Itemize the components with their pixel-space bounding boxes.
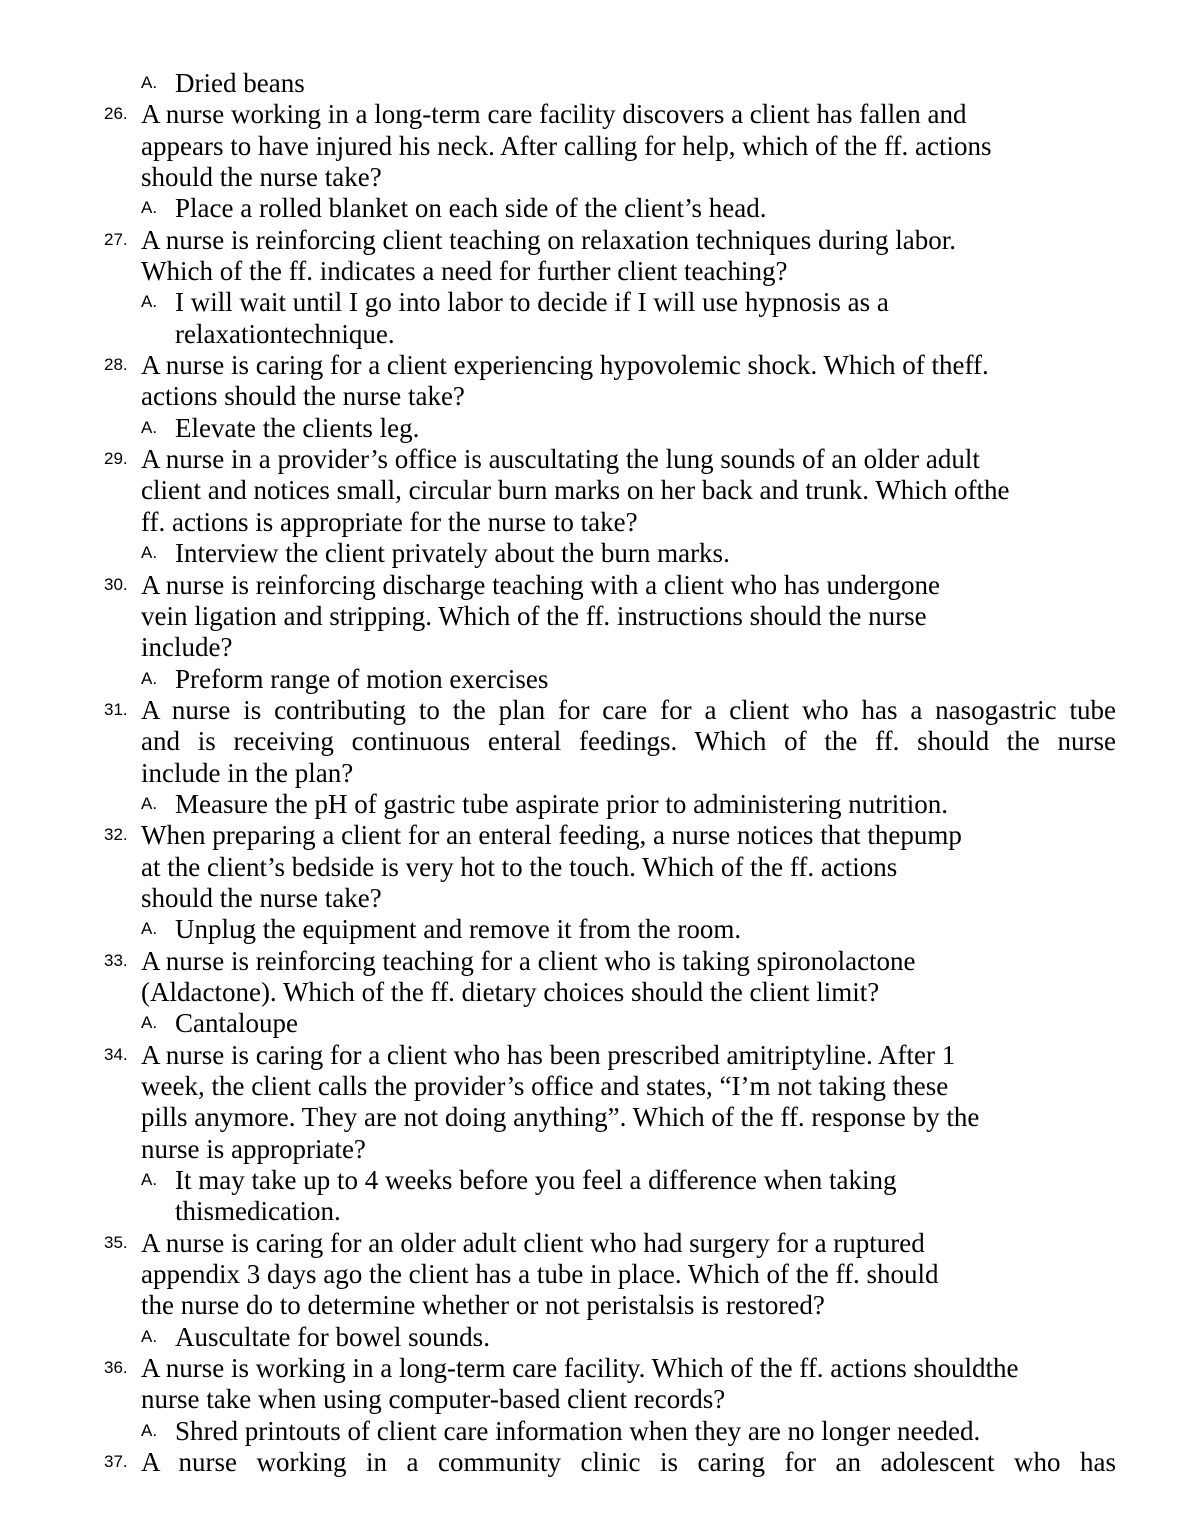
question-number: 26. [104, 104, 128, 124]
answer-text: Elevate the clients leg. [175, 412, 420, 443]
question-line [0, 507, 1190, 538]
question-text: actions should the nurse take? [141, 381, 465, 412]
question-text: A nurse is caring for a client experiencing hypovolemic shock. Which of theff. [141, 350, 989, 381]
question-line [0, 350, 1190, 381]
question-line [0, 99, 1190, 130]
question-number: 32. [104, 825, 128, 845]
question-line [0, 601, 1190, 632]
answer-line [0, 789, 1190, 820]
question-text: and is receiving continuous enteral feedings. Which of the ff. should the nurse [141, 726, 1116, 757]
answer-text: Unplug the equipment and remove it from the room. [175, 914, 742, 945]
question-text: ff. actions is appropriate for the nurse to take? [141, 506, 638, 537]
question-text: A nurse in a provider’s office is auscultating the lung sounds of an older adult [141, 444, 980, 475]
answer-line [0, 538, 1190, 569]
answer-text: relaxationtechnique. [175, 318, 395, 349]
answer-text: Auscultate for bowel sounds. [175, 1321, 490, 1352]
answer-label: A. [141, 919, 158, 939]
question-line [0, 1353, 1190, 1384]
answer-line [0, 1008, 1190, 1039]
question-line [0, 162, 1190, 193]
question-text: should the nurse take? [141, 162, 382, 193]
answer-line [0, 1165, 1190, 1196]
question-text: appendix 3 days ago the client has a tube in place. Which of the ff. should [141, 1259, 939, 1290]
question-text: Which of the ff. indicates a need for further client teaching? [141, 256, 788, 287]
answer-text: thismedication. [175, 1196, 341, 1227]
answer-line [0, 1416, 1190, 1447]
question-line [0, 256, 1190, 287]
question-line [0, 444, 1190, 475]
question-text: A nurse is working in a long-term care facility. Which of the ff. actions shouldthe [141, 1353, 1019, 1384]
answer-label: A. [141, 543, 158, 563]
question-text: appears to have injured his neck. After calling for help, which of the ff. actions [141, 130, 992, 161]
answer-text: Cantaloupe [175, 1008, 298, 1039]
question-number: 37. [104, 1452, 128, 1472]
answer-label: A. [141, 292, 158, 312]
answer-text: Place a rolled blanket on each side of the client’s head. [175, 193, 767, 224]
question-text: nurse take when using computer-based client records? [141, 1384, 726, 1415]
question-text: the nurse do to determine whether or not peristalsis is restored? [141, 1290, 825, 1321]
question-text: A nurse working in a community clinic is caring for an adolescent who has [141, 1447, 1116, 1478]
answer-text: Dried beans [175, 68, 305, 98]
question-text: vein ligation and stripping. Which of the ff. instructions should the nurse [141, 600, 927, 631]
question-text: include in the plan? [141, 757, 354, 788]
answer-label: A. [141, 417, 158, 437]
answer-line [0, 664, 1190, 695]
question-line [0, 570, 1190, 601]
question-number: 28. [104, 355, 128, 375]
question-line [0, 1259, 1190, 1290]
question-text: A nurse is reinforcing client teaching on relaxation techniques during labor. [141, 224, 957, 255]
question-text: should the nurse take? [141, 882, 382, 913]
question-number: 31. [104, 699, 128, 719]
question-text: include? [141, 632, 233, 663]
question-line [0, 1134, 1190, 1165]
question-line [0, 695, 1190, 726]
answer-label: A. [141, 198, 158, 218]
question-text: at the client’s bedside is very hot to the touch. Which of the ff. actions [141, 851, 898, 882]
question-text: A nurse is reinforcing discharge teaching with a client who has undergone [141, 569, 941, 600]
question-line [0, 1447, 1190, 1478]
answer-line [0, 287, 1190, 318]
question-text: (Aldactone). Which of the ff. dietary choices should the client limit? [141, 976, 880, 1007]
question-line [0, 1290, 1190, 1321]
answer-label: A. [141, 1013, 158, 1033]
question-line [0, 225, 1190, 256]
answer-label: A. [141, 73, 158, 92]
answer-text: Shred printouts of client care information when they are no longer needed. [175, 1415, 981, 1446]
question-line [0, 726, 1190, 757]
question-text: When preparing a client for an enteral feeding, a nurse notices that thepump [141, 820, 962, 851]
question-line [0, 131, 1190, 162]
question-line [0, 475, 1190, 506]
question-line [0, 381, 1190, 412]
question-line [0, 977, 1190, 1008]
question-number: 33. [104, 950, 128, 970]
question-text: A nurse is caring for an older adult client who had surgery for a ruptured [141, 1227, 925, 1258]
answer-text: I will wait until I go into labor to decide if I will use hypnosis as a [175, 287, 889, 318]
answer-line [0, 1196, 1190, 1227]
answer-label: A. [141, 668, 158, 688]
question-line [0, 1228, 1190, 1259]
answer-label: A. [141, 1420, 158, 1440]
answer-text: Measure the pH of gastric tube aspirate prior to administering nutrition. [175, 788, 949, 819]
answer-line [0, 319, 1190, 350]
question-line [0, 820, 1190, 851]
question-line [0, 1384, 1190, 1415]
question-number: 36. [104, 1358, 128, 1378]
question-text: nurse is appropriate? [141, 1133, 366, 1164]
question-line [0, 852, 1190, 883]
answer-text: Interview the client privately about the burn marks. [175, 538, 730, 569]
question-line [0, 946, 1190, 977]
question-line [0, 632, 1190, 663]
question-text: A nurse is caring for a client who has been prescribed amitriptyline. After 1 [141, 1039, 956, 1070]
question-text: A nurse working in a long-term care facility discovers a client has fallen and [141, 99, 967, 130]
answer-label: A. [141, 1326, 158, 1346]
question-number: 35. [104, 1232, 128, 1252]
question-text: A nurse is reinforcing teaching for a client who is taking spironolactone [141, 945, 916, 976]
answer-line [0, 193, 1190, 224]
question-text: pills anymore. They are not doing anything”. Which of the ff. response by the [141, 1102, 980, 1133]
answer-label: A. [141, 1170, 158, 1190]
question-text: A nurse is contributing to the plan for care for a client who has a nasogastric tube [141, 694, 1116, 725]
answer-label: A. [141, 793, 158, 813]
question-number: 29. [104, 449, 128, 469]
answer-line [0, 68, 1190, 99]
question-line [0, 1071, 1190, 1102]
question-text: week, the client calls the provider’s office and states, “I’m not taking these [141, 1071, 949, 1101]
question-line [0, 1040, 1190, 1071]
question-number: 34. [104, 1044, 128, 1064]
answer-line [0, 914, 1190, 945]
document-page [0, 68, 1190, 1478]
question-line [0, 1102, 1190, 1133]
answer-text: Preform range of motion exercises [175, 663, 549, 694]
question-line [0, 883, 1190, 914]
question-number: 30. [104, 574, 128, 594]
question-text: client and notices small, circular burn marks on her back and trunk. Which ofthe [141, 475, 1010, 506]
answer-line [0, 1322, 1190, 1353]
question-number: 27. [104, 229, 128, 249]
question-line [0, 758, 1190, 789]
answer-text: It may take up to 4 weeks before you feel a difference when taking [175, 1165, 897, 1196]
answer-line [0, 413, 1190, 444]
